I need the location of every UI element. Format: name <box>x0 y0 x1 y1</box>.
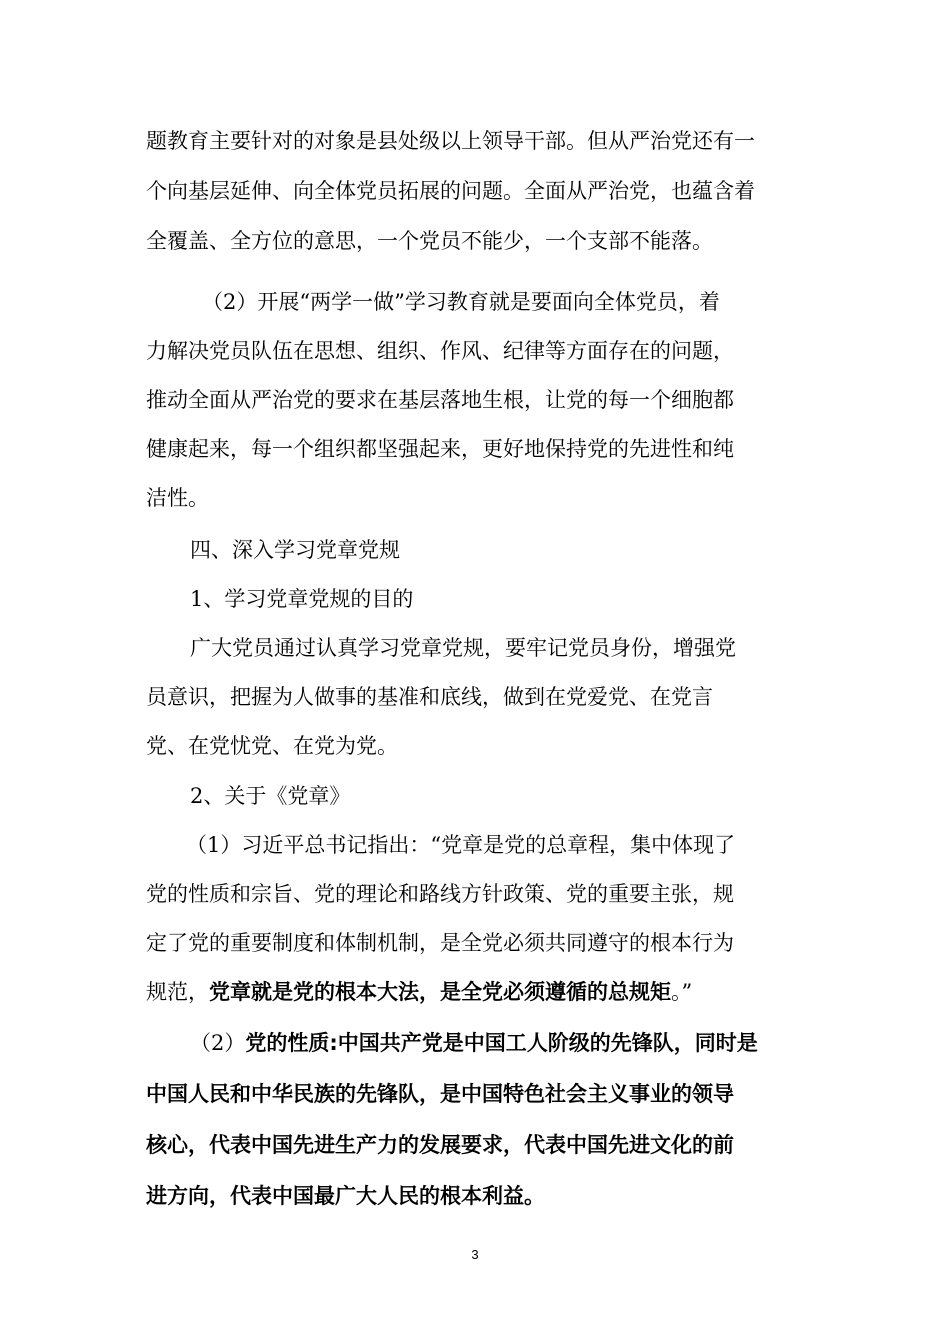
p4-line1: （1）习近平总书记指出：“党章是党的总章程，集中体现了 <box>186 833 736 857</box>
p4-line4-bold: 党章就是党的根本大法，是全党必须遵循的总规矩 <box>209 980 671 1004</box>
p2-line5: 洁性。 <box>146 486 209 510</box>
p5-line1-prefix: （2） <box>190 1031 246 1055</box>
p2-line4: 健康起来，每一个组织都坚强起来，更好地保持党的先进性和纯 <box>146 437 734 461</box>
p3-line2: 员意识，把握为人做事的基准和底线，做到在党爱党、在党言 <box>146 685 713 709</box>
p3-line1: 广大党员通过认真学习党章党规，要牢记党员身份，增强党 <box>190 636 736 660</box>
p4-line2: 党的性质和宗旨、党的理论和路线方针政策、党的重要主张，规 <box>146 882 734 906</box>
p1-line1: 题教育主要针对的对象是县处级以上领导干部。但从严治党还有一 <box>146 129 755 153</box>
p5-line4: 进方向，代表中国最广大人民的根本利益。 <box>146 1184 545 1208</box>
p2-line3: 推动全面从严治党的要求在基层落地生根，让党的每一个细胞都 <box>146 388 734 412</box>
subheading-2: 2、关于《党章》 <box>190 784 351 808</box>
p2-line1: （2）开展“两学一做”学习教育就是要面向全体党员，着 <box>202 290 720 314</box>
p4-line4 <box>146 977 692 1007</box>
p1-line2: 个向基层延伸、向全体党员拓展的问题。全面从严治党，也蕴含着 <box>146 179 755 203</box>
p4-line4-end: 。” <box>671 980 693 1004</box>
p3-line3: 党、在党忧党、在党为党。 <box>146 734 398 758</box>
p4-line3: 定了党的重要制度和体制机制，是全党必须共同遵守的根本行为 <box>146 931 734 955</box>
p2-line2: 力解决党员队伍在思想、组织、作风、纪律等方面存在的问题， <box>146 339 734 363</box>
p5-line1 <box>190 1028 758 1058</box>
p5-line1-text: 党的性质:中国共产党是中国工人阶级的先锋队，同时是 <box>245 1031 758 1055</box>
p5-line3: 核心，代表中国先进生产力的发展要求，代表中国先进文化的前 <box>146 1133 734 1157</box>
section-heading-4: 四、深入学习党章党规 <box>190 538 400 562</box>
subheading-1: 1、学习党章党规的目的 <box>190 587 414 611</box>
p1-line3: 全覆盖、全方位的意思，一个党员不能少，一个支部不能落。 <box>146 229 713 253</box>
p5-line2: 中国人民和中华民族的先锋队，是中国特色社会主义事业的领导 <box>146 1082 734 1106</box>
page-number: 3 <box>471 1247 479 1262</box>
p4-line4-normal: 规范， <box>146 980 209 1004</box>
